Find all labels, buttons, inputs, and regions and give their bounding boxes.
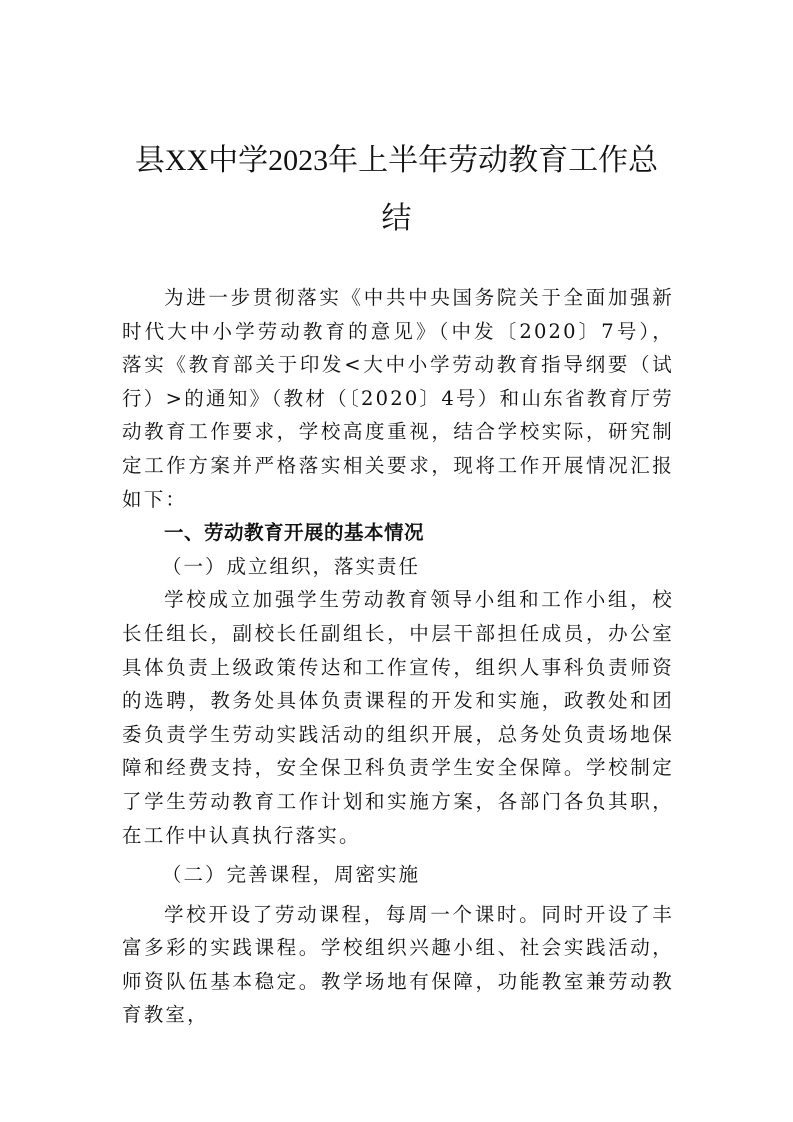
subsection-heading-1: （一）成立组织，落实责任 (162, 554, 421, 578)
title-line-1: 县XX中学2023年上半年劳动教育工作总 (134, 144, 659, 177)
subsection-paragraph-1: 学校成立加强学生劳动教育领导小组和工作小组，校长任组长，副校长任副组长，中层干部担任成员，办公室具体负责上级政策传达和工作宣传，组织人事科负责师资的选聘，教务处具体负责课程的开发和实施，政教处和团委负责学生劳动实践活动的组织开展，总务处负责场地保障和经费支持，安全保卫科负责学生安全保障。学校制定了学生劳动教育工作计划和实施方案，各部门各负其职，在工作中认真执行落实。 (122, 588, 674, 847)
subsection-heading-2: （二）完善课程，周密实施 (162, 863, 421, 887)
subsection-paragraph-2: 学校开设了劳动课程，每周一个课时。同时开设了丰富多彩的实践课程。学校组织兴趣小组、社会实践活动，师资队伍基本稳定。教学场地有保障，功能教室兼劳动教育教室， (122, 902, 674, 1027)
document-body (122, 281, 674, 1032)
title-line-2: 结 (381, 202, 412, 235)
section-heading-1: 一、劳动教育开展的基本情况 (164, 521, 425, 545)
intro-paragraph: 为进一步贯彻落实《中共中央国务院关于全面加强新时代大中小学劳动教育的意见》（中发〔2020〕7号），落实《教育部关于印发<大中小学劳动教育指导纲要（试行）>的通知》（教材（〔2020〕4号）和山东省教育厅劳动教育工作要求，学校高度重视，结合学校实际，研究制定工作方案并严格落实相关要求，现将工作开展情况汇报如下： (122, 286, 674, 511)
document-title (100, 132, 693, 248)
